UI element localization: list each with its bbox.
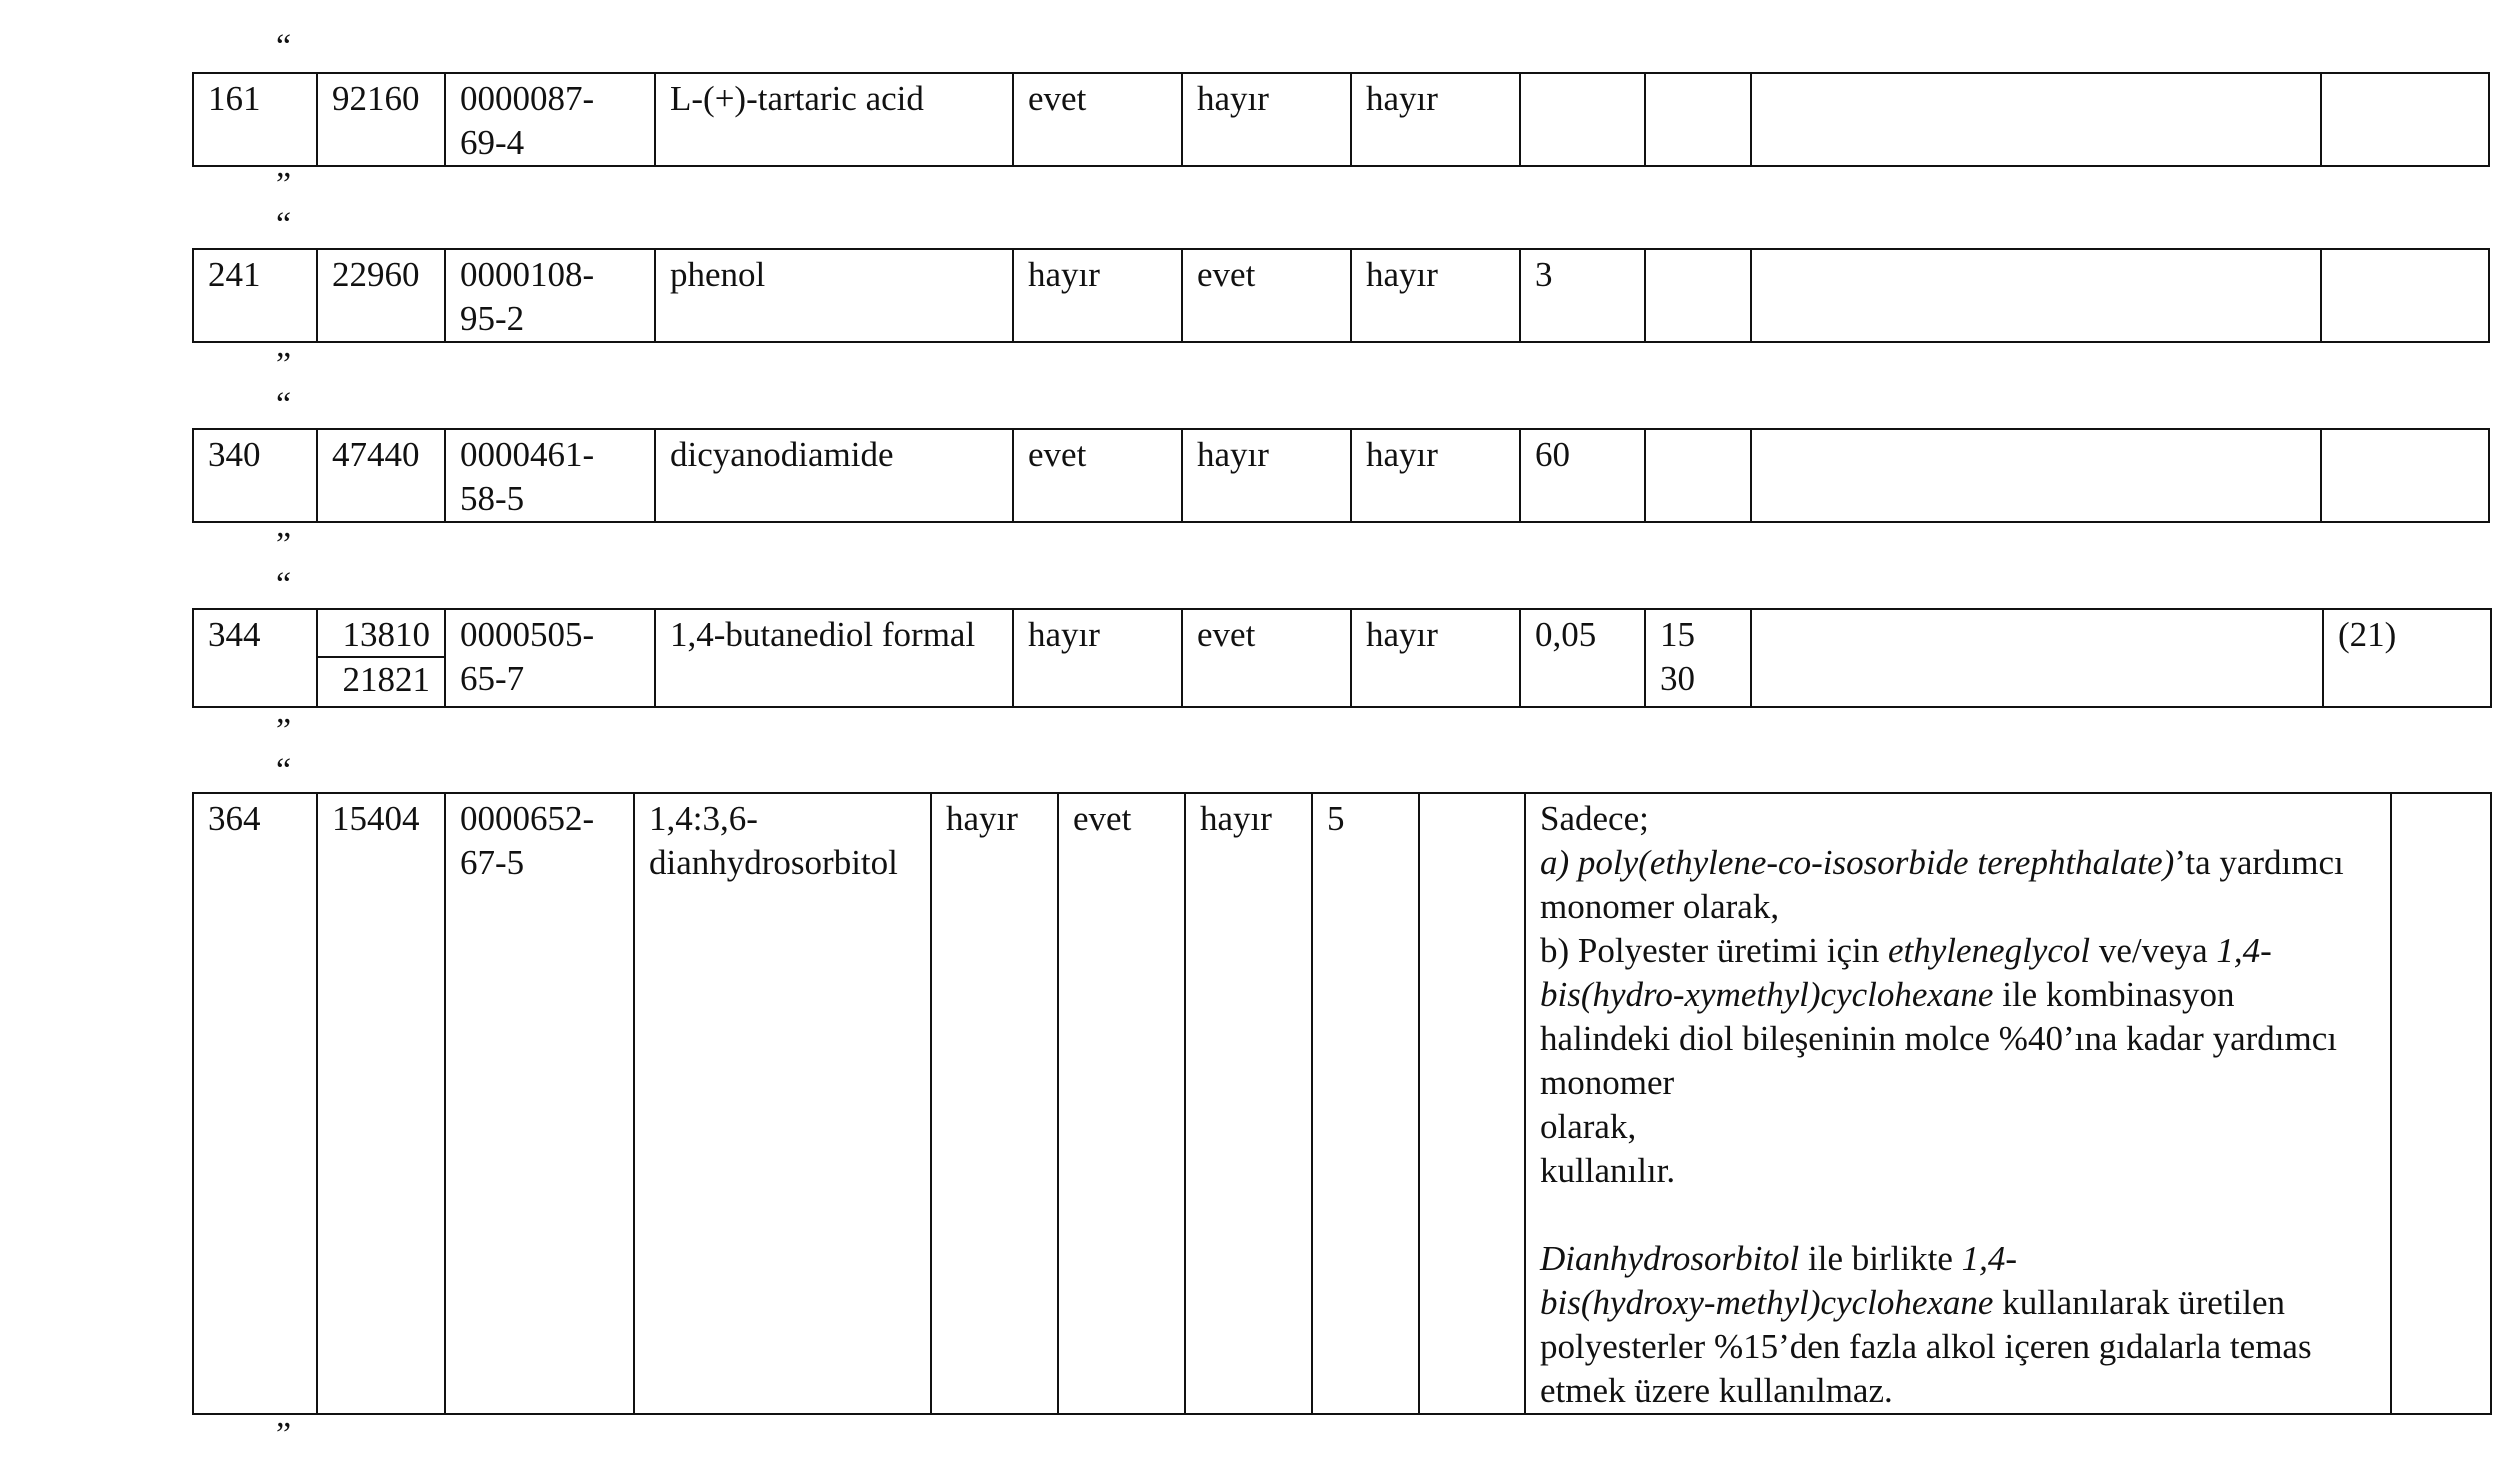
opening-quote: “: [276, 752, 292, 789]
opening-quote: “: [276, 566, 292, 603]
col6-cell: evet: [1058, 793, 1185, 1414]
notes-cell: [2321, 429, 2489, 522]
substance-name-cell: dicyanodiamide: [655, 429, 1013, 522]
restrictions-cell: [1751, 249, 2321, 342]
restrictions-cell: [1751, 609, 2323, 707]
smlt-cell: [1419, 793, 1525, 1414]
closing-quote: ”: [276, 712, 292, 749]
table-row: [192, 248, 2490, 343]
ref-no-cell: 340: [193, 429, 317, 522]
table-row: [192, 428, 2490, 523]
closing-quote: ”: [276, 166, 292, 203]
sml-cell: [1520, 73, 1645, 166]
col5-cell: hayır: [1013, 609, 1182, 707]
opening-quote: “: [276, 28, 292, 65]
cas-no-cell: 0000652- 67-5: [445, 793, 634, 1414]
col5-cell: hayır: [1013, 249, 1182, 342]
col5-cell: hayır: [931, 793, 1058, 1414]
fcm-no-cell: 15404: [317, 793, 445, 1414]
substance-name-cell: phenol: [655, 249, 1013, 342]
col5-cell: evet: [1013, 73, 1182, 166]
closing-quote: ”: [276, 526, 292, 563]
substance-name-cell: L-(+)-tartaric acid: [655, 73, 1013, 166]
notes-cell: [2321, 73, 2489, 166]
substance-name-cell: 1,4-butanediol formal: [655, 609, 1013, 707]
sml-cell: 0,05: [1520, 609, 1645, 707]
ref-no-cell: 241: [193, 249, 317, 342]
cas-no-cell: 0000505- 65-7: [445, 609, 655, 707]
closing-quote: ”: [276, 1416, 292, 1453]
smlt-cell: [1645, 73, 1751, 166]
notes-cell: [2321, 249, 2489, 342]
fcm-no-cell: 92160: [317, 73, 445, 166]
table-row: [192, 792, 2492, 1415]
col7-cell: hayır: [1351, 429, 1520, 522]
sml-cell: 60: [1520, 429, 1645, 522]
smlt-cell: 15 30: [1645, 609, 1751, 707]
fcm-no-cell: [317, 609, 445, 707]
restrictions-cell: [1751, 429, 2321, 522]
cas-no-cell: 0000087- 69-4: [445, 73, 655, 166]
fcm-no-2: 21821: [342, 660, 430, 699]
ref-no-cell: 344: [193, 609, 317, 707]
fcm-no-1: 13810: [318, 610, 444, 658]
col6-cell: evet: [1182, 609, 1351, 707]
closing-quote: ”: [276, 346, 292, 383]
opening-quote: “: [276, 386, 292, 423]
table-row: [192, 72, 2490, 167]
restrictions-cell: [1751, 73, 2321, 166]
opening-quote: “: [276, 206, 292, 243]
ref-no-cell: 364: [193, 793, 317, 1414]
smlt-cell: [1645, 249, 1751, 342]
cas-no-cell: 0000108- 95-2: [445, 249, 655, 342]
smlt-cell: [1645, 429, 1751, 522]
notes-cell: (21): [2323, 609, 2491, 707]
col7-cell: hayır: [1185, 793, 1312, 1414]
col7-cell: hayır: [1351, 73, 1520, 166]
col6-cell: evet: [1182, 249, 1351, 342]
cas-no-cell: 0000461- 58-5: [445, 429, 655, 522]
notes-cell: [2391, 793, 2491, 1414]
col7-cell: hayır: [1351, 609, 1520, 707]
fcm-no-cell: 47440: [317, 429, 445, 522]
restrictions-cell: Sadece; a) poly(ethylene-co-isosorbide terephthalate)’ta yardımcı monomer olarak, b) Polyester üretimi için ethyleneglycol ve/veya 1,4- bis(hydro-xymethyl)cyclohexane ile kombinasyon halindeki diol bileşeninin molce %40’ına kadar yardımcı monomer olarak, kullanılır. Dianhydrosorbitol ile birlikte 1,4- bis(hydroxy-methyl)cyclohexane kullanılarak üretilen polyesterler %15’den fazla alkol içeren gıdalarla temas etmek üzere kullanılmaz.: [1525, 793, 2391, 1414]
sml-cell: 3: [1520, 249, 1645, 342]
col6-cell: hayır: [1182, 73, 1351, 166]
col5-cell: evet: [1013, 429, 1182, 522]
fcm-no-cell: 22960: [317, 249, 445, 342]
substance-name-cell: 1,4:3,6- dianhydrosorbitol: [634, 793, 931, 1414]
table-row: [192, 608, 2492, 708]
ref-no-cell: 161: [193, 73, 317, 166]
sml-cell: 5: [1312, 793, 1419, 1414]
col6-cell: hayır: [1182, 429, 1351, 522]
col7-cell: hayır: [1351, 249, 1520, 342]
